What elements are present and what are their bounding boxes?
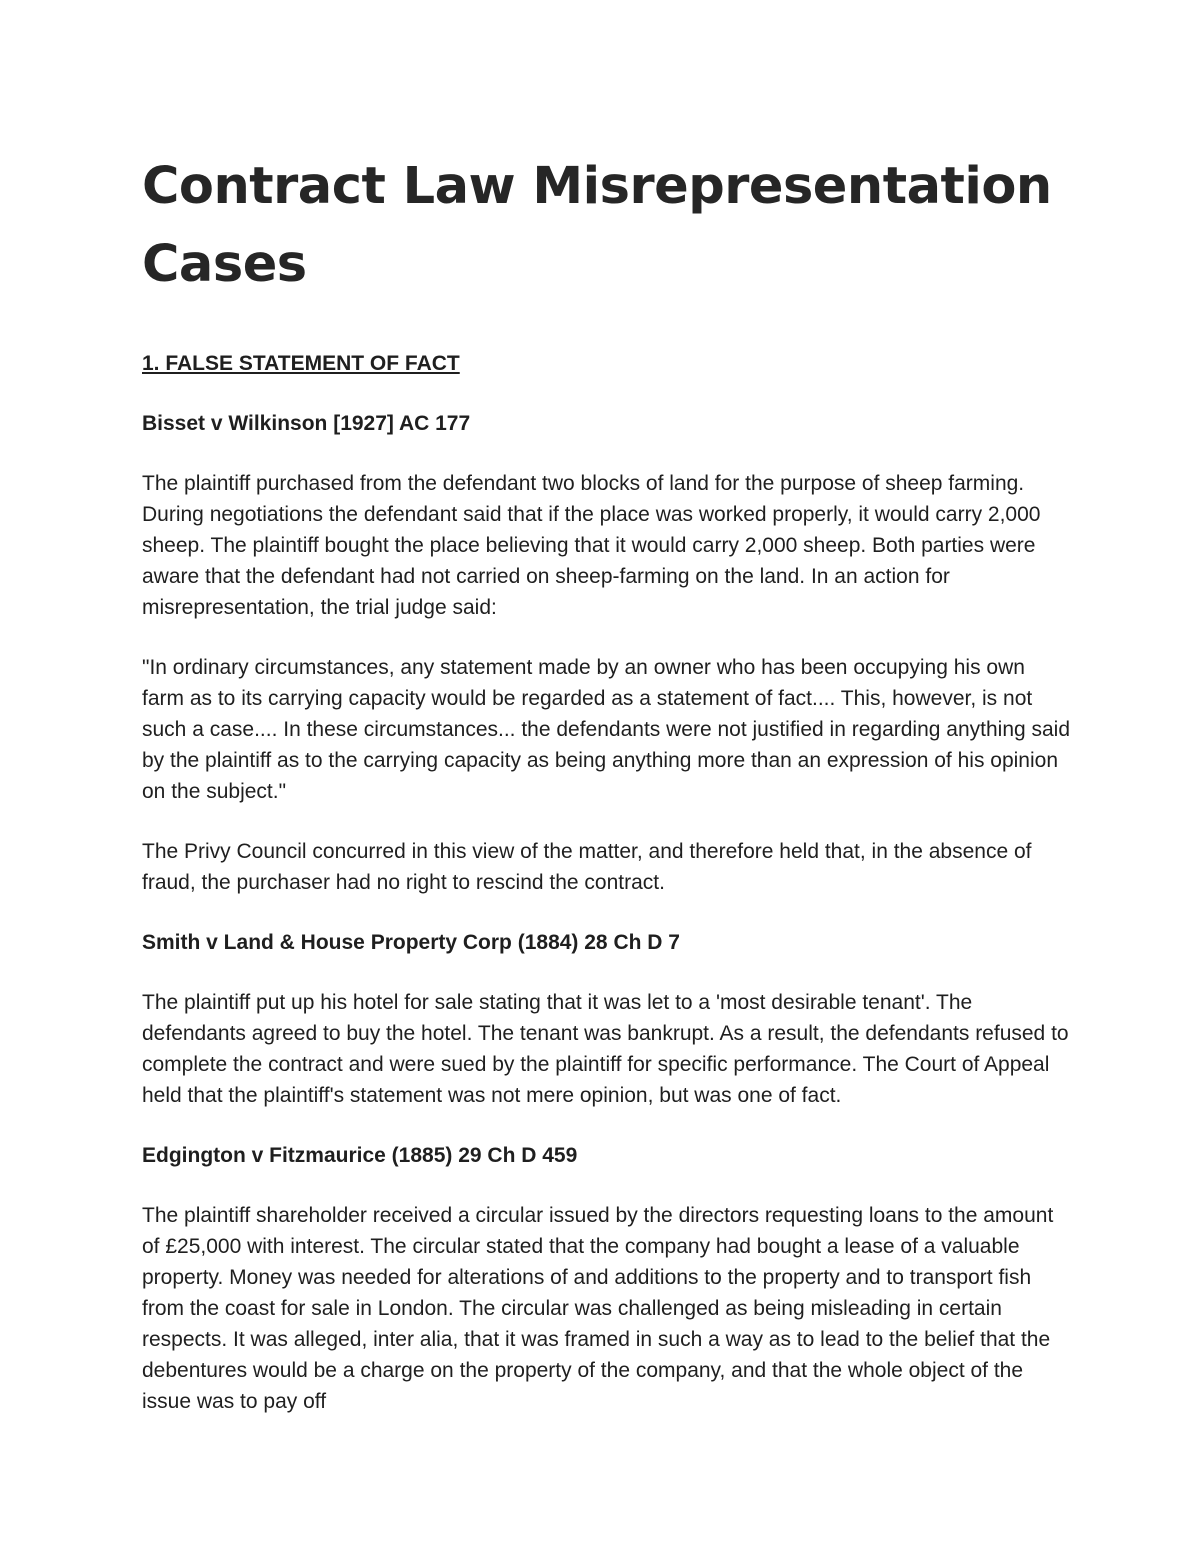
case-quote-paragraph: "In ordinary circumstances, any statement made by an owner who has been occupying his own farm as to its carrying capacity would be regarded as a statement of fact.... This, however, is not such a case.... In these circumstances... the defendants were not justified in regarding anything said by the plaintiff as to the carrying capacity as being anything more than an expression of his opinion on the subject." [142,656,1071,803]
document-page [142,148,1072,1417]
case-title: Bisset v Wilkinson [1927] AC 177 [142,412,471,435]
case-title: Smith v Land & House Property Corp (1884) 28 Ch D 7 [142,931,680,954]
document-title: Contract Law Misrepresentation Cases [142,157,1052,294]
section-heading: 1. FALSE STATEMENT OF FACT [142,352,460,375]
case-paragraph: The plaintiff shareholder received a circular issued by the directors requesting loans to the amount of £25,000 with interest. The circular stated that the company had bought a lease of a valuable property. Money was needed for alterations of and additions to the property and to transport fish from the coast for sale in London. The circular was challenged as being misleading in certain respects. It was alleged, inter alia, that it was framed in such a way as to lead to the belief that the debentures would be a charge on the property of the company, and that the whole object of the issue was to pay off [142,1204,1054,1413]
case-paragraph: The Privy Council concurred in this view of the matter, and therefore held that, in the absence of fraud, the purchaser had no right to rescind the contract. [142,840,1032,894]
case-paragraph: The plaintiff put up his hotel for sale stating that it was let to a 'most desirable tenant'. The defendants agreed to buy the hotel. The tenant was bankrupt. As a result, the defendants refused to complete the contract and were sued by the plaintiff for specific performance. The Court of Appeal held that the plaintiff's statement was not mere opinion, but was one of fact. [142,991,1069,1107]
case-title: Edgington v Fitzmaurice (1885) 29 Ch D 459 [142,1144,578,1167]
case-paragraph: The plaintiff purchased from the defendant two blocks of land for the purpose of sheep farming. During negotiations the defendant said that if the place was worked properly, it would carry 2,000 sheep. The plaintiff bought the place believing that it would carry 2,000 sheep. Both parties were aware that the defendant had not carried on sheep-farming on the land. In an action for misrepresentation, the trial judge said: [142,472,1041,619]
